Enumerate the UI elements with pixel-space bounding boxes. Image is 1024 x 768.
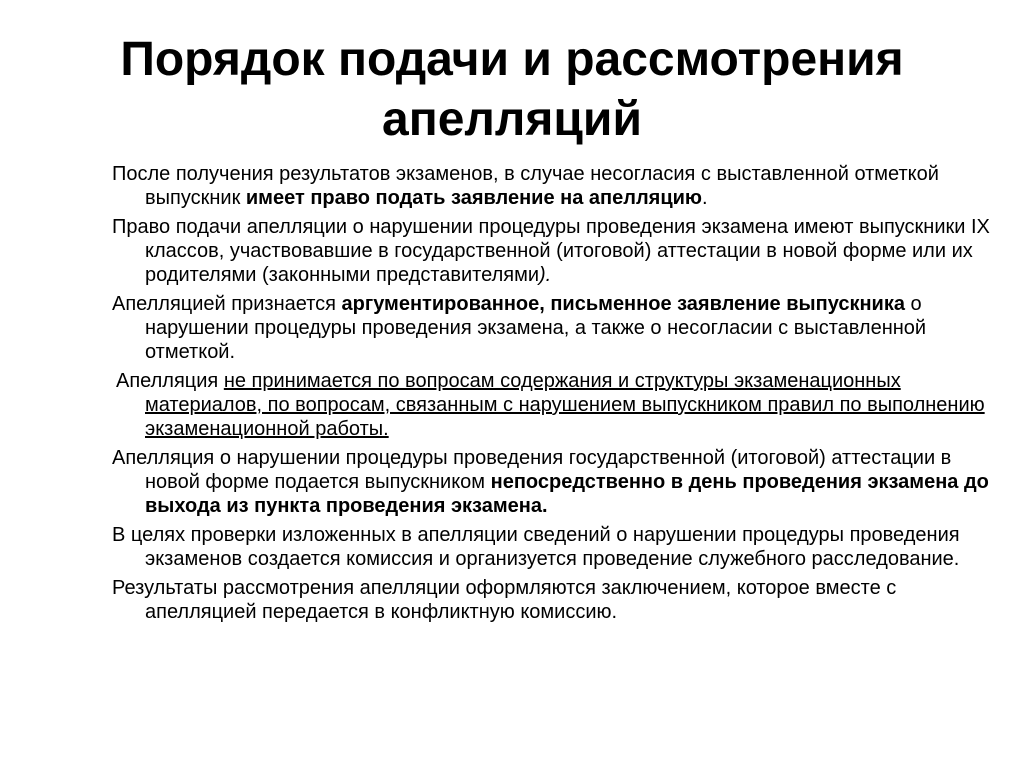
paragraph-2-text: Право подачи апелляции о нарушении процедуры проведения экзамена имеют выпускники IX классов, участвовавшие в государственной (итоговой) аттестации в новой форме или их родителями (законными представителями: [112, 216, 990, 286]
paragraph-5: [112, 446, 997, 518]
paragraph-7-text: Результаты рассмотрения апелляции оформляются заключением, которое вместе с апелляцией передается в конфликтную комиссию.: [112, 577, 897, 623]
paragraph-6: [112, 523, 997, 571]
paragraph-2: [112, 215, 997, 287]
paragraph-5-text: Апелляция о нарушении процедуры проведения государственной (итоговой) аттестации в новой форме подается выпускником: [112, 447, 952, 493]
paragraph-4: [112, 369, 997, 441]
slide-title: Порядок подачи и рассмотрения апелляций: [120, 33, 904, 146]
paragraph-1-bold: имеет право подать заявление на апелляцию: [245, 187, 702, 209]
paragraph-2-italic: ).: [539, 264, 552, 286]
paragraph-7: [112, 576, 997, 624]
paragraph-4-underlined: не принимается по вопросам содержания и структуры экзаменационных материалов, по вопросам, связанным с нарушением выпускником правил по выполнению экзаменационной работы.: [145, 370, 985, 440]
paragraph-1-text: После получения результатов экзаменов, в случае несогласия с выставленной отметкой выпускник: [112, 163, 939, 209]
paragraph-3-tail: о нарушении процедуры проведения экзамена, а также о несогласии с выставленной отметкой.: [145, 293, 927, 363]
paragraph-1-tail: .: [702, 187, 708, 209]
paragraph-3: [112, 292, 997, 364]
paragraph-1: [112, 162, 997, 210]
paragraph-6-text: В целях проверки изложенных в апелляции сведений о нарушении процедуры проведения экзаменов создается комиссия и организуется проведение служебного расследование.: [112, 524, 960, 570]
paragraph-3-bold: аргументированное, письменное заявление выпускника: [341, 293, 905, 315]
paragraph-4-text: Апелляция: [116, 370, 224, 392]
paragraph-3-text: Апелляцией признается: [112, 293, 342, 315]
paragraph-5-bold: непосредственно в день проведения экзамена до выхода из пункта проведения экзамена.: [145, 471, 989, 517]
slide-body: [112, 162, 997, 629]
